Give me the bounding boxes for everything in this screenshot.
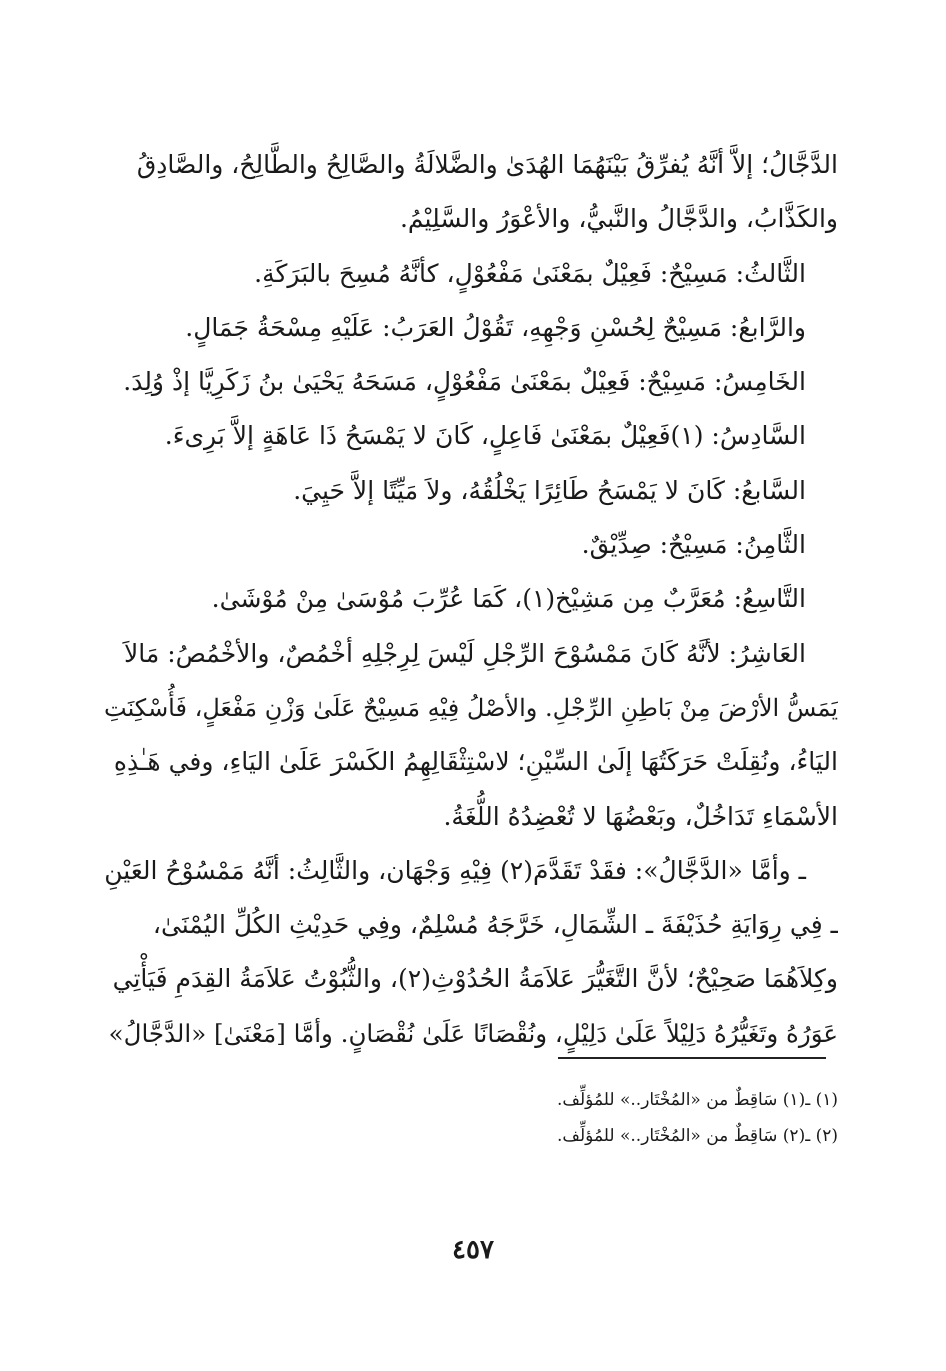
text-line: العَاشِرُ: لأنَّهُ كَانَ مَمْسُوْحَ الرِّجْلِ لَيْسَ لِرِجْلِهِ أخْمُصٌ، والأخْمُصُ: مَالاَ — [124, 638, 806, 668]
text-line: الخَامِسُ: مَسِيْحٌ: فَعِيْلٌ بمَعْنَىٰ مَفْعُوْلٍ، مَسَحَهُ يَحْيَىٰ بنُ زَكَرِيَّا إذْ وُلِدَ. — [123, 367, 806, 397]
text-line: الدَّجَّالُ؛ إلاَّ أنَّهُ يُفرِّقُ بَيْنَهُمَا الهُدَىٰ والضَّلالَةُ والصَّالِحُ والطَّالِحُ، والصَّادِقُ — [136, 150, 838, 179]
text-line: ـ فِي رِوَايَةِ حُذَيْفَةَ ـ الشِّمَالِ، خَرَّجَهُ مُسْلِمٌ، وفِي حَدِيْثِ الكُلِّ اليُمْنَىٰ، — [152, 910, 838, 940]
text-line: والكَذَّابُ، والدَّجَّالُ والنَّبيُّ، والأعْوَرُ والسَّلِيْمُ. — [399, 204, 838, 234]
footnote-separator — [558, 1057, 826, 1059]
text-line: السَّابعُ: كَانَ لا يَمْسَحُ طَائِرًا يَخْلُقُهُ، ولاَ مَيِّتًا إلاَّ حَيِيَ. — [293, 475, 806, 505]
text-line: والرَّابعُ: مَسِيْحٌ لِحُسْنِ وَجْهِهِ، تَقُوْلُ العَرَبُ: عَلَيْهِ مِسْحَةُ جَمَالٍ. — [185, 312, 806, 342]
footnote: (٢) ـ(٢) سَاقِطٌ من «المُخْتَار..» للمُؤلِّف. — [557, 1126, 838, 1146]
text-line: الثَّالثُ: مَسِيْحٌ: فَعِيْلٌ بمَعْنَىٰ مَفْعُوْلٍ، كأنَّهُ مُسِحَ بالبَرَكَةِ. — [254, 258, 806, 288]
footnotes — [338, 1082, 838, 1154]
text-line: وكِلاَهُمَا صَحِيْحٌ؛ لأنَّ التَّغَيُّرَ عَلاَمَةُ الحُدُوْثِ(٢)، والثُّبُوْتُ عَلاَمَةُ القِدَمِ فَيَأْتِي — [112, 964, 838, 994]
main-text — [102, 138, 838, 1061]
text-line: الثَّامِنُ: مَسِيْحٌ: صِدِّيْقٌ. — [581, 530, 806, 560]
text-line: الأسْمَاءِ تَدَاخُلٌ، وبَعْضُهَا لا تُعْضِدُهُ اللُّغَةُ. — [443, 801, 838, 831]
text-line: يَمَسُّ الأرْضَ مِنْ بَاطِنِ الرِّجْلِ. والأصْلُ فِيْهِ مَسِيْحٌ عَلَىٰ وَزْنِ مَفْعَلٍ، فَأُسْكِنَتِ — [104, 693, 838, 722]
page-number: ٤٥٧ — [452, 1235, 494, 1265]
text-line: التَّاسِعُ: مُعَرَّبٌ مِن مَشِيْخ(١)، كَمَا عُرِّبَ مُوْسَىٰ مِنْ مُوْشَىٰ. — [211, 584, 806, 614]
footnote: (١) ـ(١) سَاقِطٌ من «المُخْتَار..» للمُؤلِّف. — [557, 1090, 838, 1110]
text-line: ـ وأمَّا «الدَّجَّالُ»: فقَدْ تَقَدَّمَ(٢) فِيْهِ وَجْهَان، والثَّالِثُ: أنَّهُ مَمْسُوْحُ العَيْنِ — [104, 855, 806, 885]
text-line: اليَاءُ، ونُقِلَتْ حَرَكَتُهَا إلَىٰ السِّيْنِ؛ لاسْتِثْقَالِهِمُ الكَسْرَ عَلَىٰ اليَاءِ، وفي هَـٰذِهِ — [113, 747, 838, 777]
text-line: السَّادِسُ: (١)فَعِيْلٌ بمَعْنَىٰ فَاعِلٍ، كَانَ لا يَمْسَحُ ذَا عَاهَةٍ إلاَّ بَرِىءَ. — [164, 421, 806, 451]
text-line: عَوَرُهُ وتَغَيُّرُهُ دَلِيْلاً عَلَىٰ دَلِيْلٍ، ونُقْصَانًا عَلَىٰ نُقْصَانٍ. وأمَّا [مَعْنَىٰ] «الدَّجَّالُ» — [108, 1018, 838, 1048]
